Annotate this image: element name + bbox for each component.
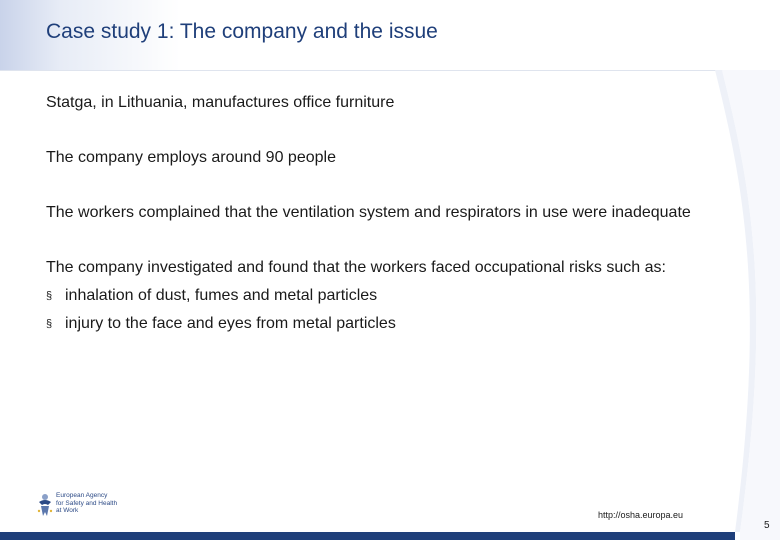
- page-number: 5: [764, 520, 770, 531]
- paragraph-company: Statga, in Lithuania, manufactures office furniture: [46, 94, 395, 111]
- bullet-marker: §: [46, 290, 53, 302]
- paragraph-complaint: The workers complained that the ventilation system and respirators in use were inadequate: [46, 204, 691, 221]
- paragraph-investigation: The company investigated and found that the workers faced occupational risks such as:: [46, 259, 666, 276]
- risk-list: [46, 285, 696, 335]
- risk-item-label: injury to the face and eyes from metal particles: [65, 315, 396, 332]
- paragraph-employees: The company employs around 90 people: [46, 149, 336, 166]
- footer-url[interactable]: http://osha.europa.eu: [598, 510, 684, 520]
- footer-bar: [0, 532, 735, 540]
- risk-item-label: inhalation of dust, fumes and metal particles: [65, 287, 378, 304]
- slide-title: Case study 1: The company and the issue: [46, 20, 438, 43]
- agency-logo: [36, 492, 156, 522]
- list-item: [46, 313, 696, 335]
- slide-body: [46, 92, 696, 341]
- list-item: [46, 285, 696, 307]
- agency-logo-icon: [36, 492, 56, 518]
- bullet-marker: §: [46, 318, 53, 330]
- agency-logo-text: European Agency for Safety and Health at Work: [56, 492, 118, 514]
